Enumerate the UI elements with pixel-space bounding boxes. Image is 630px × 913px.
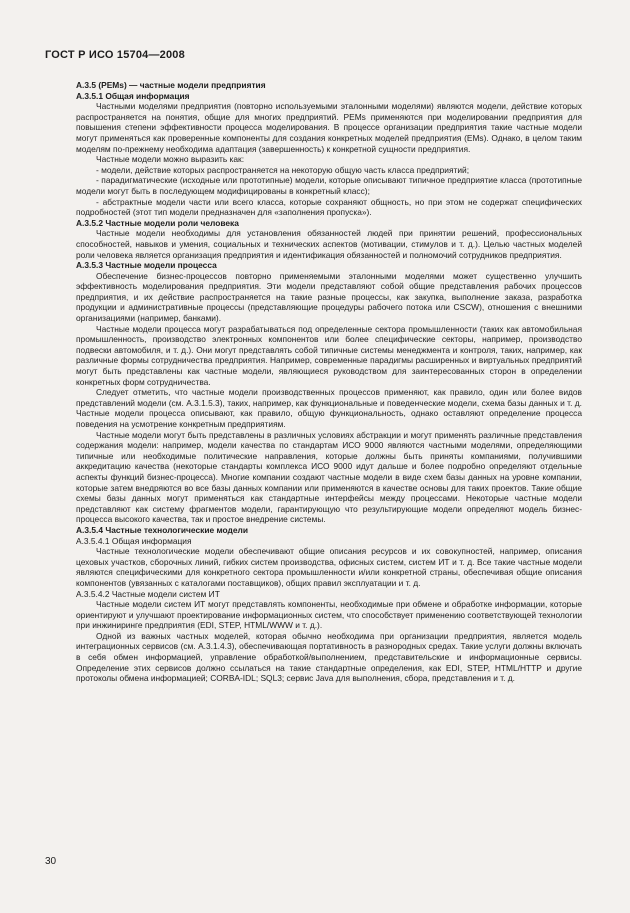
subsection-heading: А.3.5.4.2 Частные модели систем ИТ <box>76 588 220 599</box>
paragraph: Частные модели необходимы для установления обязанностей людей при принятии решений, профессиональных способностей, навыков и умения, социальных и технических аспектов (мотивации, стимулов и т. д.). Целью частных моделей роли человека является организация предприятия и идентификация обязанностей и полномочий сотрудников предприятия. <box>76 228 582 260</box>
section-heading: А.3.5.2 Частные модели роли человека <box>76 217 239 228</box>
page-number: 30 <box>45 856 57 867</box>
paragraph: Частными моделями предприятия (повторно используемыми эталонными моделями) являются модели, действие которых распространяется на понятия, общие для многих предприятий. PEMs применяются при моделировании предприятия для повышения степени эффективности процесса моделирования. В процессе организации предприятия такие частные модели могут применяться как проверенные компоненты для создания конкретных моделей предприятия (EMs). Однако, в целом таким моделям по-прежнему необходима адаптация (завершенность) к конкретной сущности предприятия. <box>76 101 582 154</box>
paragraph: - модели, действие которых распространяется на некоторую общую часть класса предприятий; <box>96 164 470 175</box>
subsection-heading: А.3.5.4.1 Общая информация <box>76 535 192 546</box>
paragraph: Частные модели процесса могут разрабатываться под определенные сектора промышленности (таких как автомобильная промышленность, производство электронных компонентов или более специфические секторы, например, производство подвески автомобиля, и т. д.). Они могут представлять собой типичные системы менеджмента и контроля, таких, например, как различные формы сотрудничества предприятия. Например, современные парадигмы расширенных и виртуальных предприятий могут быть представлены как частные модели, являющиеся руководством для заинтересованных сторон в определении конкретных форм сотрудничества. <box>76 323 582 387</box>
paragraph: Следует отметить, что частные модели производственных процессов применяют, как правило, один или более видов представлений модели (см. А.3.1.5.3), таких, например, как функциональные и поведенческие модели, схема базы данных и т. д. Частные модели процесса описывают, как правило, общую функциональность, однако оставляют определение процесса поведения на усмотрение конкретным предприятиям. <box>76 387 582 429</box>
paragraph: - абстрактные модели части или всего класса, которые сохраняют общность, но при этом не содержат специфических подробностей (этот тип модели предназначен для «заполнения пропуска»). <box>76 196 582 218</box>
section-heading: А.3.5.3 Частные модели процесса <box>76 260 217 271</box>
paragraph: - парадигматические (исходные или прототипные) модели, которые описывают типичное предприятие класса (прототипные модели могут быть в последующем модифицированы в конкретный класс); <box>76 175 582 196</box>
document-body <box>76 80 582 684</box>
page-header: ГОСТ Р ИСО 15704—2008 <box>45 49 185 61</box>
section-heading: А.3.5 (PEMs) — частные модели предприятия <box>76 80 266 90</box>
section-heading: А.3.5.4 Частные технологические модели <box>76 524 248 535</box>
paragraph: Частные модели систем ИТ могут представлять компоненты, необходимые при обмене и обработке информации, которые ориентируют и улучшают проектирование информационных систем, что способствует применению соответствующей технологии при инжиниринге предприятия (EDI, STEP, HTML/WWW и т. д.). <box>76 599 582 631</box>
paragraph: Частные модели можно выразить как: <box>96 154 245 165</box>
paragraph: Частные технологические модели обеспечивают общие описания ресурсов и их совокупностей, например, описания цеховых участков, сборочных линий, гибких систем производства, офисных систем, систем ИТ и т. д. Все такие частные модели являются специфическими для конкретного сектора промышленности и/или конкретной страны, обеспечивая общие описания компонентов (увязанных с каталогами поставщиков), общих правил эксплуатации и т. д. <box>76 546 582 588</box>
section-heading: А.3.5.1 Общая информация <box>76 90 190 101</box>
paragraph: Обеспечение бизнес-процессов повторно применяемыми эталонными моделями может существенно улучшить эффективность моделирования предприятия. Эти модели представляют собой общие представления рабочих процессов предприятия, и их действие распространяется на такие разные процессы, как закупка, выполнение заказа, разработка продукции и административные процессы (представляющие процедуры рабочего потока или CSCW), отношения с внешними организациями (например, банками). <box>76 270 582 324</box>
paragraph: Одной из важных частных моделей, которая обычно необходима при организации предприятия, является модель интеграционных сервисов (см. А.3.1.4.3), обеспечивающая портативность в разнородных средах. Такие услуги должны включать в себя обмен информацией, управление обработкой/выполнением, представительские и информационные сервисы. Определение этих сервисов должно ссылаться на такие стандартные определения, как EDI, STEP, HTML/HTTP и другие протоколы обмена информацией; CORBA-IDL; SQL3; сервис Java для выполнения, сбора, представления и т. д. <box>76 630 582 684</box>
paragraph: Частные модели могут быть представлены в различных условиях абстракции и могут применять различные представления содержания модели: например, модели качества по стандартам ИСО 9000 являются частными моделями, определяющими типичные или необходимые политические направления, которые должны быть приняты компаниями, получившими аккредитацию качества (некоторые стандарты комплекса ИСО 9000 идут дальше и более подробно определяют отдельные аспекты функций бизнес-процесса). Многие компании создают частные модели в виде схем базы данных на уровне компании, которые затем внедряются во все базы данных компании или применяются в качестве основы для таких проектов. Такие общие схемы базы данных могут применяться как стандартные интерфейсы между процессами. Некоторые частные модели представляют как систему фрагментов модели, гарантирующую что результирующие модели определяют модель бизнес-процесса высокого качества, так и простое внедрение системы. <box>76 429 582 525</box>
